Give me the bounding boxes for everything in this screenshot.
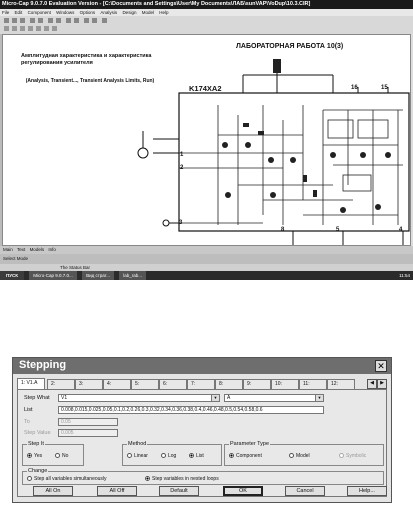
method-linear-label: Linear (134, 453, 148, 459)
step-it-yes-label: Yes (34, 453, 43, 459)
radio-icon (27, 476, 32, 481)
pin-label: 5 (336, 227, 340, 233)
close-button[interactable] (375, 360, 387, 372)
schematic-canvas[interactable] (2, 34, 411, 246)
radio-selected-icon (229, 453, 234, 458)
param-model-label: Model (296, 453, 310, 459)
radio-icon (55, 453, 60, 458)
tab-info[interactable]: Info (48, 247, 56, 252)
step-what-label: Step What (24, 395, 50, 401)
method-list-radio[interactable] (189, 453, 204, 459)
tab-variable-6[interactable]: 6: (159, 379, 187, 389)
radio-icon (339, 453, 344, 458)
param-component-label: Component (236, 453, 262, 459)
dialog-titlebar (13, 358, 391, 374)
toolbar-button[interactable] (102, 18, 107, 23)
chevron-down-icon[interactable]: ▼ (211, 395, 219, 401)
radio-selected-icon (27, 453, 32, 458)
tab-scroll (367, 379, 387, 389)
method-list-label: List (196, 453, 204, 459)
to-field: 0.05 (58, 418, 118, 426)
param-model-radio[interactable] (289, 453, 310, 459)
tab-scroll-right-icon[interactable]: ▶ (377, 379, 387, 389)
pin-label: 3 (179, 220, 183, 226)
tab-scroll-left-icon[interactable]: ◀ (367, 379, 377, 389)
step-it-no-radio[interactable] (55, 453, 68, 459)
toolbar-button[interactable] (28, 26, 33, 31)
radio-icon (127, 453, 132, 458)
pin-label: 8 (281, 227, 285, 233)
step-it-group (22, 441, 84, 466)
radio-icon (161, 453, 166, 458)
tab-variable-8[interactable]: 8: (215, 379, 243, 389)
param-symbolic-label: Symbolic (346, 453, 367, 459)
status-text: Select Mode (3, 256, 29, 261)
toolbar-button[interactable] (4, 26, 9, 31)
cancel-button[interactable]: Cancel (285, 486, 325, 496)
change-nested-label: Step variables in nested loops (152, 476, 219, 482)
menu-analysis[interactable]: Analysis (100, 10, 118, 15)
dialog-title: Stepping (19, 359, 67, 371)
all-off-button[interactable]: All Off (97, 486, 137, 496)
tab-variable-10[interactable]: 10: (271, 379, 299, 389)
radio-icon (289, 453, 294, 458)
change-simultaneous-label: Step all variables simultaneously (34, 476, 107, 482)
change-group (22, 468, 384, 485)
step-what-value: V1 (61, 395, 68, 401)
help-button[interactable]: Help... (347, 486, 387, 496)
pin-label: 2 (180, 165, 184, 171)
method-log-label: Log (168, 453, 177, 459)
dialog-body (17, 389, 387, 497)
lab-title: ЛАБОРАТОРНАЯ РАБОТА 10(3) (236, 43, 344, 50)
default-button[interactable]: Default (159, 486, 199, 496)
tab-variable-11[interactable]: 11: (299, 379, 327, 389)
method-group (122, 441, 222, 466)
tab-text[interactable]: Text (17, 247, 26, 252)
radio-selected-icon (145, 476, 150, 481)
analysis-hint: (Analysis, Transient..., Transient Analysis Limits, Run) (25, 78, 155, 84)
pin-label: 16 (351, 85, 358, 91)
tab-variable-12[interactable]: 12: (327, 379, 355, 389)
status-bar (0, 264, 413, 271)
taskbar (0, 271, 413, 280)
window-title: Micro-Cap 9.0.7.0 Evaluation Version - [C:\Documents and Settings\User\My Documents\ЛАБ\sunVAP\VoDup\10.3.CIR] (0, 0, 413, 9)
change-simultaneous-radio[interactable] (27, 476, 107, 482)
toolbar-button[interactable] (66, 18, 71, 23)
taskbar-clock: 11:54 (399, 273, 410, 278)
tab-variable-7[interactable]: 7: (187, 379, 215, 389)
toolbar-button[interactable] (74, 18, 79, 23)
step-what-combo[interactable] (58, 394, 220, 402)
menu-options[interactable]: Options (79, 10, 96, 15)
toolbar-button[interactable] (4, 18, 9, 23)
to-label: To (24, 419, 30, 425)
ok-button[interactable]: OK (223, 486, 263, 496)
schematic-description: Амплитудная характеристика и характеристика регулирования усилителя (21, 53, 152, 66)
list-label: List (24, 407, 33, 413)
toolbar-button[interactable] (30, 18, 35, 23)
toolbar-button[interactable] (44, 26, 49, 31)
step-value-field: 0.005 (58, 429, 118, 437)
tab-main[interactable]: Main (3, 247, 13, 252)
stepping-dialog (12, 357, 392, 503)
toolbar-button[interactable] (92, 18, 97, 23)
toolbar-button[interactable] (52, 26, 57, 31)
toolbar-button[interactable] (48, 18, 53, 23)
method-log-radio[interactable] (161, 453, 176, 459)
toolbar-button[interactable] (20, 18, 25, 23)
toolbar-button[interactable] (56, 18, 61, 23)
parameter-type-group (224, 441, 384, 466)
view-tabs (0, 246, 413, 254)
status-area (0, 254, 413, 264)
menu-component[interactable]: Component (27, 10, 51, 15)
toolbar-button[interactable] (36, 26, 41, 31)
tab-variable-2[interactable]: 2: (47, 379, 75, 389)
step-value-label: Step Value (24, 430, 51, 436)
toolbar (0, 16, 413, 34)
tab-variable-3[interactable]: 3: (75, 379, 103, 389)
step-it-no-label: No (62, 453, 69, 459)
tab-models[interactable]: Models (29, 247, 45, 252)
toolbar-button[interactable] (20, 26, 25, 31)
param-symbolic-radio (339, 453, 366, 459)
radio-selected-icon (189, 453, 194, 458)
menu-edit[interactable]: Edit (14, 10, 23, 15)
change-nested-radio[interactable] (145, 476, 219, 482)
parameter-type-title: Parameter Type (230, 441, 270, 447)
all-on-button[interactable]: All On (33, 486, 73, 496)
variable-tabs (17, 379, 387, 389)
method-linear-radio[interactable] (127, 453, 148, 459)
tab-variable-4[interactable]: 4: (103, 379, 131, 389)
menu-windows[interactable]: Windows (56, 10, 75, 15)
start-button[interactable]: ПУСК (0, 271, 24, 280)
chevron-down-icon[interactable]: ▼ (315, 395, 323, 401)
taskbar-item[interactable]: Micro-Cap 9.0.7.0... (29, 271, 77, 280)
menu-bar (0, 9, 413, 16)
menu-file[interactable]: File (2, 10, 10, 15)
toolbar-button[interactable] (12, 18, 17, 23)
menu-help[interactable]: Help (159, 10, 169, 15)
step-what-param-value: A (227, 395, 231, 401)
method-title: Method (128, 441, 147, 447)
close-icon: ✕ (377, 361, 385, 371)
toolbar-button[interactable] (84, 18, 89, 23)
pin-label: 15 (381, 85, 388, 91)
step-it-title: Step It (28, 441, 44, 447)
chip-label: K174XA2 (189, 84, 222, 93)
status-bar-label: The Status Bar (60, 265, 91, 270)
circuit-diagram (3, 35, 412, 247)
taskbar-item[interactable]: Вид страт... (82, 271, 114, 280)
param-component-radio[interactable] (229, 453, 262, 459)
change-title: Change (28, 468, 48, 474)
tab-variable-9[interactable]: 9: (243, 379, 271, 389)
pin-label: 1 (180, 152, 184, 158)
toolbar-button[interactable] (12, 26, 17, 31)
pin-label: 4 (399, 227, 403, 233)
tab-variable-5[interactable]: 5: (131, 379, 159, 389)
menu-model[interactable]: Model (141, 10, 154, 15)
menu-design[interactable]: Design (122, 10, 137, 15)
list-field[interactable]: 0.008,0.015,0.025,0.05,0.1,0.2,0.26,0.3,0.32,0.34,0.36,0.38,0.4,0.46,0.48,0.5,0.54,0.58,0.6 (58, 406, 324, 414)
tab-variable-1[interactable]: 1: V1.A (17, 378, 45, 389)
step-what-param-combo[interactable] (224, 394, 324, 402)
toolbar-button[interactable] (38, 18, 43, 23)
step-it-yes-radio[interactable] (27, 453, 42, 459)
taskbar-item[interactable]: lab_rab... (119, 271, 146, 280)
